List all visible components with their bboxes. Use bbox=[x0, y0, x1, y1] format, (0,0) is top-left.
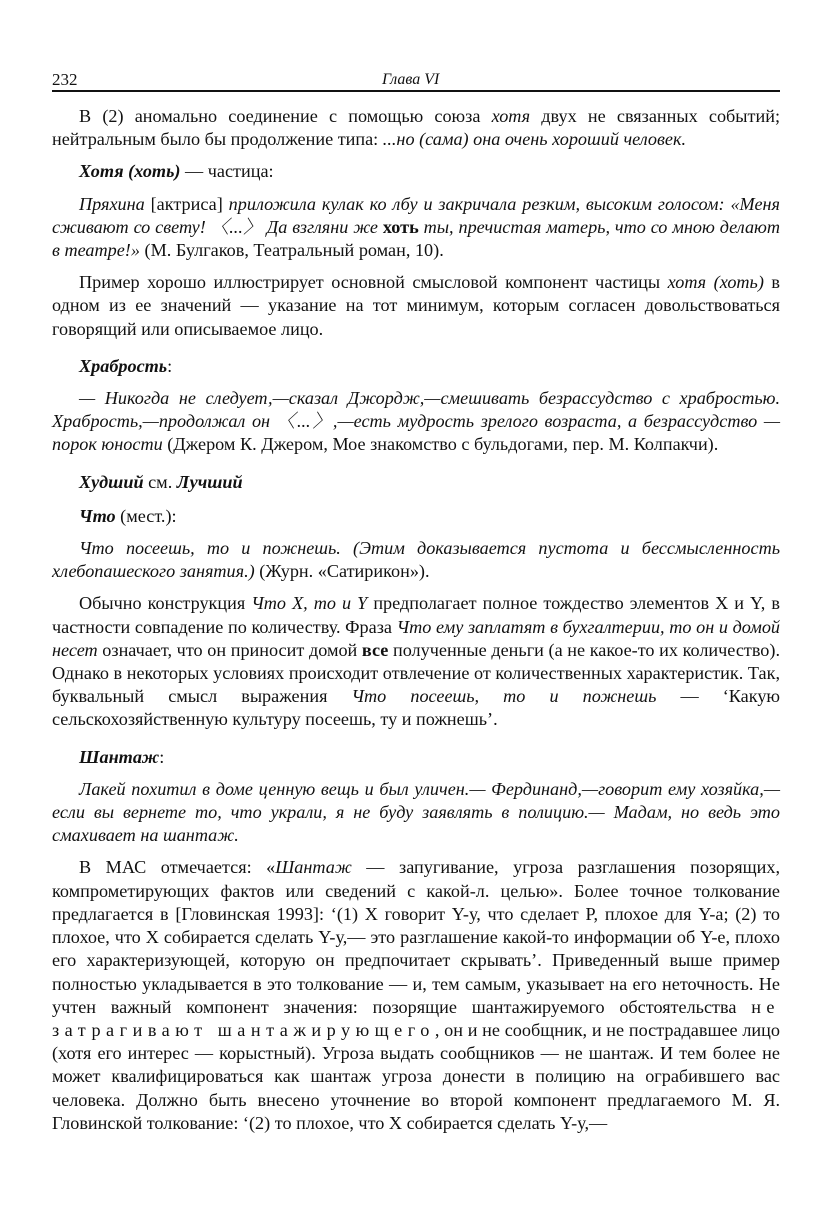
paragraph-khotya-conjunction: В (2) аномально соединение с помощью союза хотя двух не связанных событий; нейтральным было бы продолжение типа: ...но (сама) она очень хороший человек. bbox=[52, 106, 780, 150]
cross-reference-luchshiy: Лучший bbox=[176, 471, 243, 492]
entry-heading-khudshiy: Худший см. Лучший bbox=[79, 471, 243, 492]
entry-heading-shantazh: Шантаж: bbox=[79, 746, 165, 767]
example-chto: Что посеешь, то и пожнешь. (Этим доказывается пустота и бессмысленность хлебопашеского занятия.) (Журн. «Сатирикон»). bbox=[52, 538, 780, 582]
entry-heading-khotya: Хотя (хоть) — частица: bbox=[79, 161, 274, 182]
example-khrabrost: — Никогда не следует,—сказал Джордж,—смешивать безрассудство с храбростью. Храбрость,—продолжал он 〈...〉,—есть мудрость зрелого возраста, а безрассудство — порок юности (Джером К. Джером, Мое знакомство с бульдогами, пер. М. Колпакчи). bbox=[52, 388, 780, 455]
page-header bbox=[52, 62, 780, 92]
running-title: Глава VI bbox=[382, 71, 440, 88]
example-khotya: Пряхина [актриса] приложила кулак ко лбу и закричала резким, высоким голосом: «Меня сживают со свету! 〈...〉 Да взгляни же хоть ты, пречистая матерь, что со мною делают в театре!» (М. Булгаков, Театральный роман, 10). bbox=[52, 193, 780, 261]
paragraph-khotya-commentary: Пример хорошо иллюстрирует основной смысловой компонент частицы хотя (хоть) в одном из ее значений — указание на тот минимум, которым согласен довольствоваться говорящий или описываемое лицо. bbox=[52, 272, 780, 339]
paragraph-shantazh-commentary: В МАС отмечается: «Шантаж — запугивание, угроза разглашения позорящих, компрометирующих фактов или сведений с какой-л. целью». Более точное толкование предлагается в [Гловинская 1993]: ‘(1) X говорит Y-у, что сделает P, плохое для Y-а; (2) то плохое, что X собирается сделать Y-у,— это разглашение какой-то информации об Y-е, плохо его характеризующей, которую он предпочитает скрывать’. Приведенный выше пример полностью укладывается в это толкование — и, тем самым, указывает на его неточность. Не учтен важный компонент значения: позорящие шантажируемого обстоятельства не затрагивают шантажирующего, он и не сообщник, и не пострадавшее лицо (хотя его интерес — корыстный). Угроза выдать сообщников — не шантаж. И тем более не может квалифицироваться как шантаж угроза донести в полицию на ограбившего вас человека. Должно быть внесено уточнение во второй компонент предлагаемого М. Я. Гловинской толкование: ‘(2) то плохое, что X собирается сделать Y-у,— bbox=[52, 857, 780, 1133]
page-number: 232 bbox=[52, 70, 78, 89]
example-shantazh: Лакей похитил в доме ценную вещь и был уличен.— Фердинанд,—говорит ему хозяйка,—если вы вернете то, что украли, я не буду заявлять в полицию.— Мадам, но ведь это смахивает на шантаж. bbox=[52, 778, 780, 846]
entry-heading-chto: Что (мест.): bbox=[79, 505, 177, 526]
paragraph-chto-commentary: Обычно конструкция Что X, то и Y предполагает полное тождество элементов X и Y, в частности совпадение по количеству. Фраза Что ему заплатят в бухгалтерии, то он и домой несет означает, что он приносит домой все полученные деньги (а не какое-то их количество). Однако в некоторых условиях происходит отвлечение от количественных характеристик. Так, буквальный смысл выражения Что посеешь, то и пожнешь — ‘Какую сельскохозяйственную культуру посеешь, ту и пожнешь’. bbox=[52, 593, 781, 730]
book-page bbox=[52, 62, 780, 1135]
entry-heading-khrabrost: Храбрость: bbox=[79, 355, 173, 376]
